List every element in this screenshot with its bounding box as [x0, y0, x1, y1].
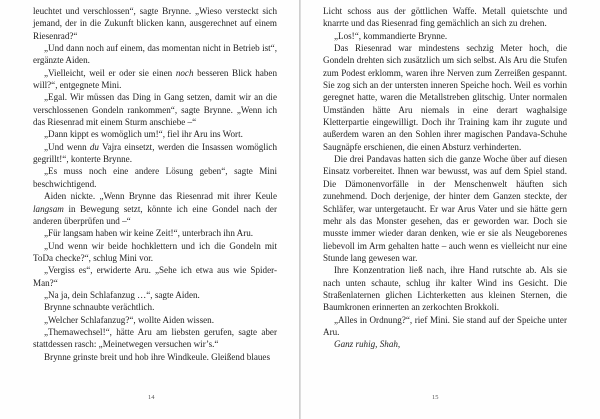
- right-page: [301, 0, 600, 419]
- paragraph: [33, 165, 277, 190]
- paragraph: [33, 128, 277, 140]
- italic-text: noch: [175, 67, 194, 78]
- paragraph: [33, 227, 277, 239]
- text-run: „Egal. Wir müssen das Ding in Gang setzen, damit wir an die verschlossenen Gondeln rankommen“, sagte Brynne. „Wenn ich das Riesenrad mit einem Sturm anschiebe –“: [33, 92, 277, 128]
- paragraph: [33, 5, 277, 42]
- text-run: „Für langsam haben wir keine Zeit!“, unterbrach ihn Aru.: [44, 228, 254, 239]
- text-run: „Dann kippt es womöglich um!“, fiel ihr Aru ins Wort.: [44, 129, 243, 140]
- text-run: „Vergiss es“, erwiderte Aru. „Sehe ich etwa aus wie Spider-Man?“: [33, 265, 277, 288]
- text-run: Brynne schnaubte verächtlich.: [44, 302, 155, 313]
- paragraph: [323, 30, 567, 42]
- text-run: „Welcher Schlafanzug?“, wollte Aiden wissen.: [44, 314, 214, 325]
- page-number-left: 14: [148, 394, 155, 401]
- text-run: „Na ja, dein Schlafanzug …“, sagte Aiden.: [44, 289, 200, 300]
- text-run: besseren Blick haben will?“, entgegnete Mini.: [33, 67, 278, 91]
- paragraph: [33, 42, 277, 67]
- paragraph: [323, 5, 567, 30]
- italic-text: langsam: [33, 203, 64, 214]
- text-run: „Und wenn: [44, 141, 90, 152]
- italic-text: du: [89, 141, 99, 152]
- paragraph: [33, 289, 277, 301]
- text-run: Vajra einsetzt, werden die Insassen womöglich gegrillt!“, konterte Brynne.: [33, 141, 277, 165]
- text-run: leuchtet und verschlossen“, sagte Brynne. „Wieso versteckt sich jemand, der in die Zukunft blicken kann, ausgerechnet auf einem Riesenrad?“: [33, 6, 277, 41]
- paragraph: [33, 67, 277, 92]
- text-run: „Und dann noch auf einem, das momentan nicht in Betrieb ist“, ergänzte Aiden.: [33, 43, 277, 66]
- text-run: „Themawechsel!“, hätte Aru am liebsten gerufen, sagte aber stattdessen rasch: „Meinetwegen versuchen wir’s.“: [33, 326, 277, 350]
- paragraph: [33, 351, 277, 363]
- paragraph: [323, 42, 567, 153]
- text-run: „Und wenn wir beide hochklettern und ich die Gondeln mit ToDa checke?“, schlug Mini vor.: [33, 240, 277, 263]
- page-number-right: 15: [432, 394, 439, 401]
- paragraph: [33, 326, 277, 351]
- paragraph: [323, 338, 567, 350]
- italic-text: Ganz ruhig, Shah,: [334, 339, 401, 350]
- paragraph: [323, 153, 567, 264]
- left-page: [0, 0, 299, 419]
- text-run: in Bewegung setzt, könnte ich eine Gondel nach der anderen überprüfen und –“: [33, 203, 277, 226]
- text-run: „Alles in Ordnung?“, rief Mini. Sie stand auf der Speiche unter Aru.: [323, 314, 567, 337]
- paragraph: [33, 264, 277, 289]
- paragraph: [33, 141, 277, 166]
- text-run: „Los!“, kommandierte Brynne.: [334, 30, 448, 41]
- text-run: „Vielleicht, weil er oder sie einen: [44, 67, 176, 78]
- text-run: „Es muss noch eine andere Lösung geben“, sagte Mini beschwichtigend.: [33, 166, 277, 189]
- paragraph: [33, 314, 277, 326]
- paragraph: [33, 240, 277, 265]
- paragraph: [33, 91, 277, 128]
- text-run: Die drei Pandavas hatten sich die ganze Woche über auf diesen Einsatz vorbereitet. Ihnen war bewusst, was auf dem Spiel stand. Die Dämonenvorfälle in der Menschenwelt häuften sich zunehmend. Doch derjenige, der hinter dem Ganzen steckte, der Schläfer, war untergetaucht. Er war Arus Vater und sie hätte gern mehr als das Monster gesehen, das er geworden war. Doch sie musste immer wieder daran denken, wie er sie als Neugeborenes liebevoll im Arm gehalten hatte – auch wenn es vielleicht nur eine Stunde lang gewesen war.: [323, 154, 567, 263]
- text-run: Aiden nickte. „Wenn Brynne das Riesenrad mit ihrer Keule: [44, 191, 277, 202]
- paragraph: [323, 264, 567, 313]
- paragraph: [323, 314, 567, 339]
- text-run: Licht schoss aus der göttlichen Waffe. Metall quietschte und knarrte und das Riesenrad fing gemächlich an sich zu drehen.: [323, 6, 567, 29]
- left-page-text: [33, 5, 277, 363]
- text-run: Ihre Konzentration ließ nach, ihre Hand rutschte ab. Als sie nach unten schaute, schlug ihr kalter Wind ins Gesicht. Die Straßenlaternen glichen Lichterketten aus kleinen Sternen, die Baumkronen erinnerten an zerkochten Brokkoli.: [323, 265, 567, 313]
- paragraph: [33, 190, 277, 227]
- text-run: Brynne grinste breit und hob ihre Windkeule. Gleißend blaues: [44, 351, 270, 362]
- right-page-text: [323, 5, 567, 351]
- paragraph: [33, 301, 277, 313]
- text-run: Das Riesenrad war mindestens sechzig Meter hoch, die Gondeln drehten sich zusätzlich um sich selbst. Als Aru die Stufen zum Podest erklomm, waren ihre Nerven zum Zerreißen gespannt. Sie zog sich an der untersten inneren Speiche hoch. Weil es vorhin geregnet hatte, waren die Metallstreben glitschig. Unter normalen Umständen hätte Aru niemals in eine derart waghalsige Kletterpartie eingewilligt. Doch ihr Training kam ihr zugute und außerdem waren an den Sohlen ihrer magischen Pandava-Schuhe Saugnäpfe erschienen, die einen Absturz verhinderten.: [323, 43, 567, 152]
